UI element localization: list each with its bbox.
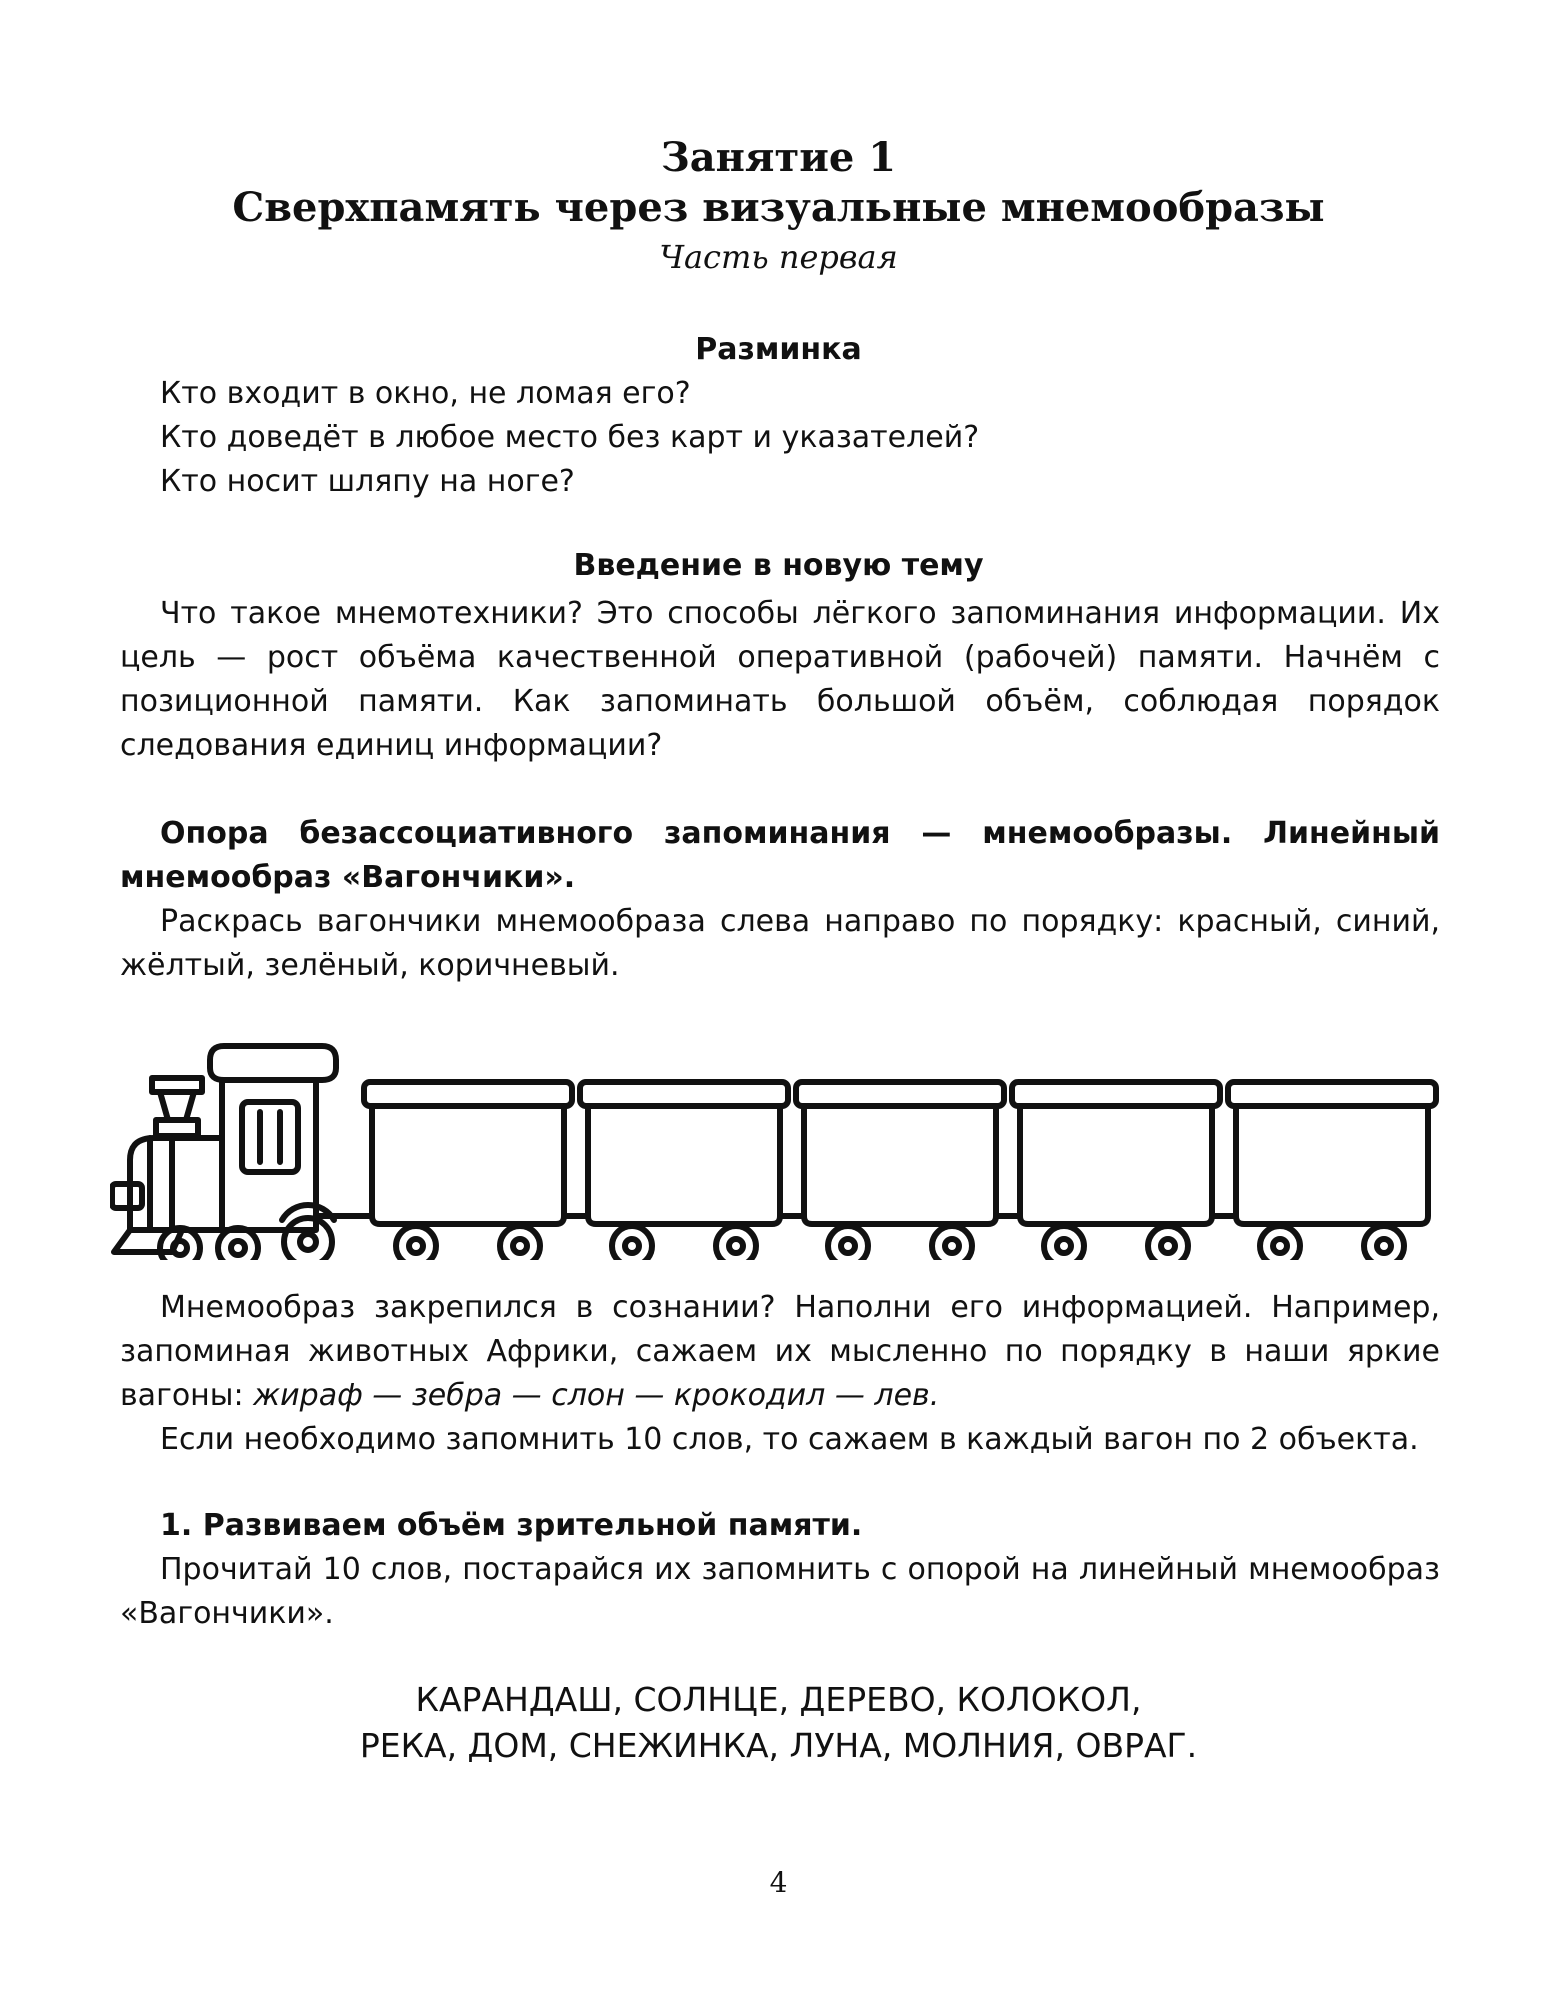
lesson-part: Часть первая xyxy=(659,238,898,276)
warmup-riddle-3: Кто носит шляпу на ноге? xyxy=(160,464,575,499)
exercise1-paragraph xyxy=(120,1548,1440,1636)
wagon-2 xyxy=(580,1082,788,1260)
fill-text-2: Если необходимо запомнить 10 слов, то сажаем в каждый вагон по 2 объекта. xyxy=(160,1422,1419,1457)
intro-paragraph xyxy=(120,592,1440,768)
train-mnemo-image xyxy=(110,1020,1450,1260)
intro-heading: Введение в новую тему xyxy=(573,548,984,583)
lesson-subtitle: Сверхпамять через визуальные мнемообразы xyxy=(232,184,1325,231)
support-text: Раскрась вагончики мнемообраза слева направо по порядку: красный, синий, жёлтый, зелёный, коричневый. xyxy=(120,904,1440,983)
warmup-riddle-1: Кто входит в окно, не ломая его? xyxy=(160,376,691,411)
wagon-4 xyxy=(1012,1082,1220,1260)
fill-animals: жираф — зебра — слон — крокодил — лев. xyxy=(253,1378,940,1413)
wagon-1 xyxy=(364,1082,572,1260)
page-number: 4 xyxy=(769,1866,788,1899)
fill-text: Мнемообраз закрепился в сознании? Наполни его информацией. Например, запоминая животных Африки, сажаем их мысленно по порядку в наши яркие вагоны: xyxy=(120,1290,1440,1413)
exercise1-text: Прочитай 10 слов, постарайся их запомнить с опорой на линейный мнемообраз «Вагончики». xyxy=(120,1552,1440,1631)
wagon-5 xyxy=(1228,1082,1436,1260)
support-heading xyxy=(120,812,1440,900)
exercise1-heading xyxy=(120,1504,1440,1548)
exercise1-heading-text: 1. Развиваем объём зрительной памяти. xyxy=(160,1508,863,1543)
wagon-3 xyxy=(796,1082,1004,1260)
lesson-title: Занятие 1 xyxy=(660,134,897,181)
support-heading-text: Опора безассоциативного запоминания — мнемообразы. Линейный мнемообраз «Вагончики». xyxy=(120,816,1440,895)
warmup-heading: Разминка xyxy=(695,332,862,367)
intro-text: Что такое мнемотехники? Это способы лёгкого запоминания информации. Их цель — рост объёма качественной оперативной (рабочей) памяти. Начнём с позиционной памяти. Как запоминать большой объём, соблюдая порядок следования единиц информации? xyxy=(120,596,1440,763)
word-list-line-2: РЕКА, ДОМ, СНЕЖИНКА, ЛУНА, МОЛНИЯ, ОВРАГ. xyxy=(359,1726,1198,1765)
support-paragraph xyxy=(120,900,1440,988)
warmup-riddle-2: Кто доведёт в любое место без карт и указателей? xyxy=(160,420,980,455)
word-list-line-1: КАРАНДАШ, СОЛНЦЕ, ДЕРЕВО, КОЛОКОЛ, xyxy=(415,1680,1142,1719)
fill-paragraph xyxy=(120,1286,1440,1462)
locomotive xyxy=(112,1046,336,1260)
